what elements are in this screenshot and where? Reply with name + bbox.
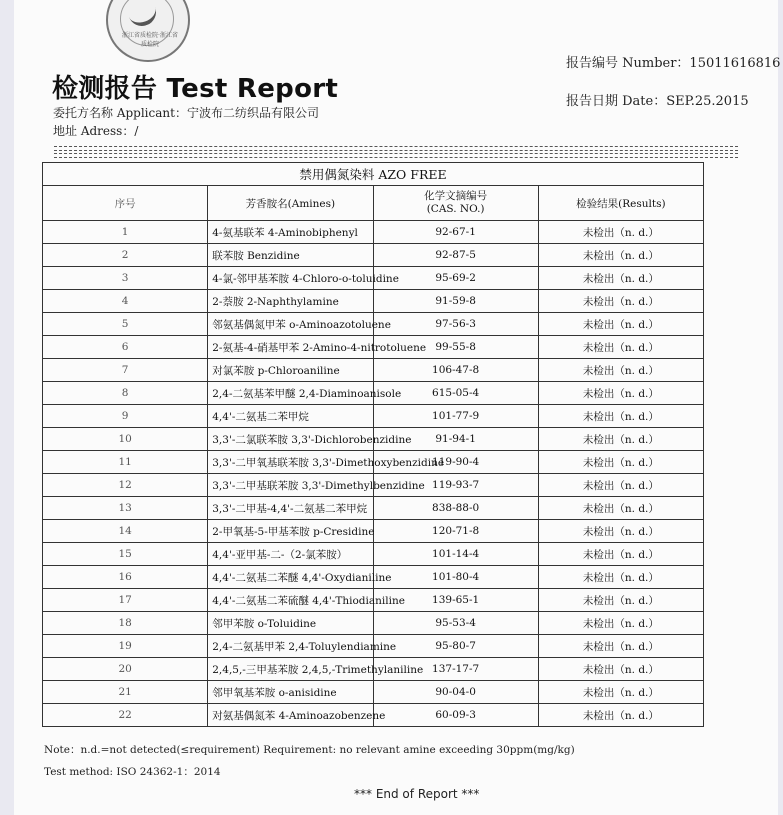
row-number: 8	[43, 382, 208, 405]
cas-number: 95-80-7	[373, 635, 538, 658]
result: 未检出（n. d.）	[538, 497, 703, 520]
result: 未检出（n. d.）	[538, 566, 703, 589]
amine-name: 4,4'-二氨基二苯甲烷	[208, 405, 373, 428]
table-row	[43, 405, 704, 428]
amine-name: 3,3'-二甲基联苯胺 3,3'-Dimethylbenzidine	[208, 474, 373, 497]
header-no: 序号	[43, 186, 208, 221]
table-row	[43, 635, 704, 658]
cas-number: 120-71-8	[373, 520, 538, 543]
result: 未检出（n. d.）	[538, 267, 703, 290]
amine-name: 2-甲氧基-5-甲基苯胺 p-Cresidine	[208, 520, 373, 543]
cas-number: 119-93-7	[373, 474, 538, 497]
cas-number: 99-55-8	[373, 336, 538, 359]
cas-number: 615-05-4	[373, 382, 538, 405]
cas-number: 101-77-9	[373, 405, 538, 428]
cas-number: 139-65-1	[373, 589, 538, 612]
result: 未检出（n. d.）	[538, 681, 703, 704]
header-cas-line1: 化学文摘编号	[424, 190, 488, 202]
table-row	[43, 681, 704, 704]
table-row	[43, 566, 704, 589]
result: 未检出（n. d.）	[538, 612, 703, 635]
row-number: 19	[43, 635, 208, 658]
table-row	[43, 451, 704, 474]
table-row	[43, 612, 704, 635]
cas-number: 97-56-3	[373, 313, 538, 336]
page-title: 检测报告 Test Report	[52, 74, 339, 104]
row-number: 3	[43, 267, 208, 290]
cas-number: 95-69-2	[373, 267, 538, 290]
amine-name: 4-氨基联苯 4-Aminobiphenyl	[208, 221, 373, 244]
test-method: Test method: ISO 24362-1：2014	[44, 766, 221, 778]
seal-text: 浙江省质检院·浙江省质检院	[122, 32, 178, 48]
row-number: 16	[43, 566, 208, 589]
amine-name: 4,4'-亚甲基-二-（2-氯苯胺）	[208, 543, 373, 566]
row-number: 2	[43, 244, 208, 267]
cas-number: 92-87-5	[373, 244, 538, 267]
result: 未检出（n. d.）	[538, 428, 703, 451]
result: 未检出（n. d.）	[538, 359, 703, 382]
end-of-report: *** End of Report ***	[354, 787, 480, 801]
result: 未检出（n. d.）	[538, 543, 703, 566]
result: 未检出（n. d.）	[538, 405, 703, 428]
row-number: 18	[43, 612, 208, 635]
result: 未检出（n. d.）	[538, 221, 703, 244]
cas-number: 119-90-4	[373, 451, 538, 474]
table-row	[43, 428, 704, 451]
result: 未检出（n. d.）	[538, 589, 703, 612]
table-row	[43, 267, 704, 290]
result: 未检出（n. d.）	[538, 635, 703, 658]
amine-name: 邻甲苯胺 o-Toluidine	[208, 612, 373, 635]
amine-name: 3,3'-二甲基-4,4'-二氨基二苯甲烷	[208, 497, 373, 520]
amine-name: 3,3'-二氯联苯胺 3,3'-Dichlorobenzidine	[208, 428, 373, 451]
amine-name: 2,4-二氨基甲苯 2,4-Toluylendiamine	[208, 635, 373, 658]
row-number: 6	[43, 336, 208, 359]
table-row	[43, 359, 704, 382]
result: 未检出（n. d.）	[538, 244, 703, 267]
amine-name: 2,4-二氨基苯甲醚 2,4-Diaminoanisole	[208, 382, 373, 405]
table-caption: 禁用偶氮染料 AZO FREE	[43, 163, 704, 186]
amine-name: 邻氨基偶氮甲苯 o-Aminoazotoluene	[208, 313, 373, 336]
row-number: 5	[43, 313, 208, 336]
applicant: 委托方名称 Applicant：宁波布二纺织品有限公司	[53, 106, 319, 120]
cas-number: 91-59-8	[373, 290, 538, 313]
row-number: 13	[43, 497, 208, 520]
row-number: 4	[43, 290, 208, 313]
header-cas	[373, 186, 538, 221]
result: 未检出（n. d.）	[538, 520, 703, 543]
amine-name: 4,4'-二氨基二苯醚 4,4'-Oxydianiline	[208, 566, 373, 589]
row-number: 12	[43, 474, 208, 497]
report-number: 报告编号 Number：15011616816	[566, 56, 781, 71]
row-number: 20	[43, 658, 208, 681]
cas-number: 106-47-8	[373, 359, 538, 382]
amine-name: 2,4,5,-三甲基苯胺 2,4,5,-Trimethylaniline	[208, 658, 373, 681]
table-row	[43, 520, 704, 543]
table-row	[43, 589, 704, 612]
cas-number: 838-88-0	[373, 497, 538, 520]
header-cas-line2: (CAS. NO.)	[426, 203, 485, 215]
result: 未检出（n. d.）	[538, 336, 703, 359]
result: 未检出（n. d.）	[538, 658, 703, 681]
row-number: 22	[43, 704, 208, 727]
address: 地址 Adress：/	[53, 124, 139, 138]
table-row	[43, 221, 704, 244]
cas-number: 137-17-7	[373, 658, 538, 681]
row-number: 17	[43, 589, 208, 612]
table-row	[43, 543, 704, 566]
row-number: 10	[43, 428, 208, 451]
footnote: Note：n.d.=not detected(≤requirement) Requirement: no relevant amine exceeding 30ppm(mg/kg)	[44, 744, 575, 756]
amine-name: 4,4'-二氨基二苯硫醚 4,4'-Thiodianiline	[208, 589, 373, 612]
cas-number: 60-09-3	[373, 704, 538, 727]
table-row	[43, 704, 704, 727]
cas-number: 101-14-4	[373, 543, 538, 566]
cas-number: 95-53-4	[373, 612, 538, 635]
amine-name: 对氯苯胺 p-Chloroaniline	[208, 359, 373, 382]
amine-name: 2-氨基-4-硝基甲苯 2-Amino-4-nitrotoluene	[208, 336, 373, 359]
divider	[54, 153, 738, 158]
result: 未检出（n. d.）	[538, 382, 703, 405]
row-number: 1	[43, 221, 208, 244]
table-row	[43, 382, 704, 405]
table-row	[43, 244, 704, 267]
amine-name: 联苯胺 Benzidine	[208, 244, 373, 267]
row-number: 7	[43, 359, 208, 382]
seal-stamp	[106, 0, 190, 62]
table-row	[43, 497, 704, 520]
header-result: 检验结果(Results)	[538, 186, 703, 221]
amine-name: 对氨基偶氮苯 4-Aminoazobenzene	[208, 704, 373, 727]
table-row	[43, 313, 704, 336]
row-number: 11	[43, 451, 208, 474]
table-row	[43, 474, 704, 497]
result: 未检出（n. d.）	[538, 704, 703, 727]
result: 未检出（n. d.）	[538, 451, 703, 474]
result: 未检出（n. d.）	[538, 290, 703, 313]
row-number: 15	[43, 543, 208, 566]
table-caption-row	[43, 163, 704, 186]
table-header-row	[43, 186, 704, 221]
amine-name: 4-氯-邻甲基苯胺 4-Chloro-o-toluidine	[208, 267, 373, 290]
row-number: 14	[43, 520, 208, 543]
row-number: 9	[43, 405, 208, 428]
cas-number: 92-67-1	[373, 221, 538, 244]
amine-name: 2-萘胺 2-Naphthylamine	[208, 290, 373, 313]
table-row	[43, 658, 704, 681]
table-row	[43, 290, 704, 313]
amine-table	[42, 162, 704, 727]
report-date: 报告日期 Date：SEP.25.2015	[566, 94, 749, 109]
result: 未检出（n. d.）	[538, 474, 703, 497]
amine-name: 3,3'-二甲氧基联苯胺 3,3'-Dimethoxybenzidine	[208, 451, 373, 474]
cas-number: 90-04-0	[373, 681, 538, 704]
cas-number: 101-80-4	[373, 566, 538, 589]
cas-number: 91-94-1	[373, 428, 538, 451]
table-row	[43, 336, 704, 359]
header-amine: 芳香胺名(Amines)	[208, 186, 373, 221]
amine-name: 邻甲氧基苯胺 o-anisidine	[208, 681, 373, 704]
result: 未检出（n. d.）	[538, 313, 703, 336]
row-number: 21	[43, 681, 208, 704]
report-page	[14, 0, 781, 815]
divider	[54, 146, 738, 151]
